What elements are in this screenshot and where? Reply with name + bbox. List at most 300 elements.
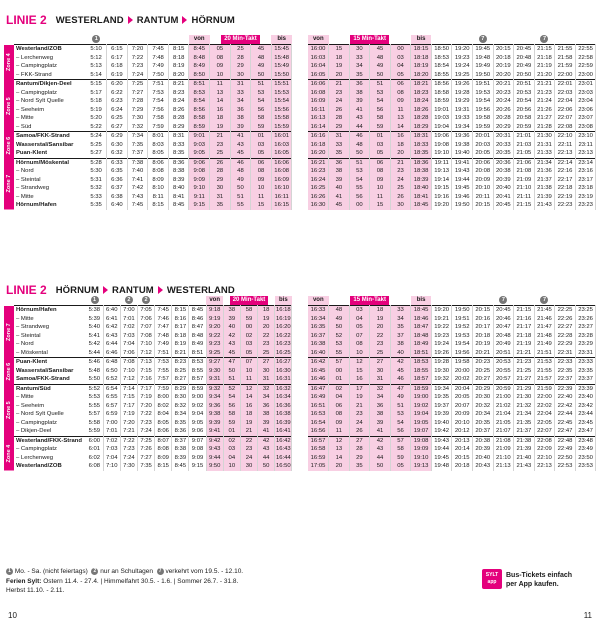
time-cell: 15 (251, 201, 272, 210)
time-cell: 16:06 (271, 158, 292, 167)
time-cell: 20:09 (452, 410, 473, 419)
time-cell: 7:23 (120, 445, 137, 454)
time-cell: 22:39 (555, 384, 576, 393)
time-cell: 21:38 (534, 184, 555, 193)
time-cell: 52 (223, 384, 240, 393)
time-cell: 8:16 (172, 315, 189, 324)
time-cell: 18:58 (431, 89, 452, 98)
time-cell: 8:31 (168, 132, 189, 141)
time-cell: 6:40 (107, 201, 128, 210)
time-cell: 38 (230, 114, 251, 123)
time-cell: 20:12 (452, 427, 473, 436)
time-cell: 20:51 (493, 349, 514, 358)
time-cell: 18:35 (411, 149, 432, 158)
time-cell: 8:26 (168, 106, 189, 115)
time-cell: 8:28 (168, 114, 189, 123)
time-cell: 19:43 (452, 167, 473, 176)
time-cell: 23:35 (575, 367, 596, 376)
time-cell: 53 (370, 89, 391, 98)
time-cell: 21:45 (534, 306, 555, 315)
stop-name: Wasserstal/Sansibar (16, 141, 74, 148)
time-cell: 21:49 (534, 340, 555, 349)
time-cell: 5:40 (86, 323, 103, 332)
time-cell: 20:35 (473, 419, 494, 428)
time-cell: 19:31 (452, 106, 473, 115)
time-cell: 18:50 (431, 45, 452, 54)
time-cell: 19:20 (431, 201, 452, 210)
time-cell: 19:06 (431, 132, 452, 141)
time-cell: 19:45 (452, 184, 473, 193)
time-cell: 34 (258, 393, 275, 402)
time-cell: 20:54 (514, 97, 535, 106)
time-cell: 7:45 (127, 201, 148, 210)
time-cell: 8:54 (189, 97, 210, 106)
stop-name: – Lerchenweg (16, 454, 54, 461)
time-cell: 20:43 (473, 462, 494, 471)
table-row (308, 427, 596, 436)
footnote-1-icon: 1 (6, 568, 13, 575)
time-cell: 19:58 (473, 114, 494, 123)
time-cell: 03 (240, 340, 257, 349)
time-cell: 7:49 (155, 340, 172, 349)
time-cell: 25 (390, 184, 411, 193)
time-cell: 16:09 (271, 176, 292, 185)
time-cell: 19:51 (473, 80, 494, 89)
time-cell: 20:39 (473, 445, 494, 454)
route-title (6, 13, 235, 27)
time-cell: 7:58 (148, 114, 169, 123)
time-cell: 7:22 (137, 410, 154, 419)
time-cell: 19:33 (452, 114, 473, 123)
time-cell: 8:10 (148, 184, 169, 193)
time-cell: 21:53 (534, 358, 555, 367)
time-cell: 16:42 (308, 358, 329, 367)
time-cell: 21:26 (534, 106, 555, 115)
time-cell: 18:23 (411, 89, 432, 98)
time-cell: 20:08 (473, 167, 494, 176)
time-cell: 33 (329, 141, 350, 150)
time-cell: 21:10 (514, 184, 535, 193)
time-cell: 5:27 (86, 149, 107, 158)
table-row (308, 323, 596, 332)
time-cell: 7:34 (127, 132, 148, 141)
time-cell: 22:04 (555, 97, 576, 106)
table-row (4, 193, 292, 202)
time-cell: 7:12 (120, 375, 137, 384)
time-cell: 16:50 (275, 463, 291, 469)
table-row (4, 184, 292, 193)
time-cell: 20:53 (493, 358, 514, 367)
time-cell: 35 (349, 71, 370, 80)
time-cell: 21:37 (534, 176, 555, 185)
time-cell: 21:27 (534, 114, 555, 123)
time-cell: 9:05 (189, 149, 210, 158)
time-cell: 30 (390, 201, 411, 210)
time-cell: 7:08 (120, 358, 137, 367)
time-cell: 7:10 (103, 462, 120, 471)
time-cell: 59 (240, 315, 257, 324)
stop-name: – Mitte (16, 394, 34, 400)
footnote-1-icon: 1 (92, 35, 100, 43)
time-cell: 7:45 (148, 45, 169, 54)
time-cell: 03 (251, 141, 272, 150)
time-cell: 22:06 (555, 106, 576, 115)
time-cell: 42 (223, 332, 240, 341)
time-cell: 20:32 (473, 402, 494, 411)
time-cell: 08 (370, 167, 391, 176)
table-row (4, 340, 292, 349)
time-cell: 22:10 (555, 132, 576, 141)
stop-name: – Lerchenweg (16, 54, 54, 61)
time-cell: 24 (390, 176, 411, 185)
table-row (308, 445, 596, 454)
time-cell: 25 (230, 45, 251, 54)
stop-name: – Strandweg (16, 324, 50, 330)
time-cell: 7:08 (137, 332, 154, 341)
time-cell: 02 (240, 332, 257, 341)
table-row (308, 149, 596, 158)
time-cell: 36 (258, 402, 275, 411)
zone-label: Zone 4 (4, 436, 14, 471)
time-cell: 22:16 (555, 167, 576, 176)
time-cell: 31 (258, 375, 275, 384)
time-cell: 8:45 (189, 45, 210, 54)
time-cell: 35 (210, 201, 231, 210)
stop-name: – Seeheim (16, 106, 45, 113)
time-cell: 6:59 (103, 410, 120, 419)
time-cell: 05 (349, 323, 370, 332)
time-cell: 5:41 (86, 332, 103, 341)
bis-label: bis (416, 36, 426, 43)
time-cell: 21:17 (514, 323, 535, 332)
time-cell: 16:08 (308, 89, 329, 98)
time-cell: 58 (240, 306, 257, 315)
time-cell: 41 (349, 106, 370, 115)
time-cell: 6:35 (107, 167, 128, 176)
time-cell: 20:45 (514, 45, 535, 54)
route-stop-1: WESTERLAND (55, 14, 124, 26)
table-row (4, 367, 292, 376)
header-mark (120, 296, 137, 306)
time-cell: 18:36 (411, 158, 432, 167)
time-cell: 7:21 (120, 427, 137, 436)
time-cell: 30 (370, 367, 391, 376)
time-cell: 16:47 (308, 384, 329, 393)
time-cell: 21:08 (514, 167, 535, 176)
time-cell: 5:14 (86, 71, 107, 80)
time-cell: 9:36 (206, 402, 223, 411)
arrow-right-icon (182, 16, 187, 24)
time-cell: 52 (329, 332, 350, 341)
table-row (4, 80, 292, 89)
time-cell: 16:31 (275, 376, 291, 382)
stop-name: Rantum/Dikjen-Deel (14, 80, 86, 89)
time-cell: 00 (329, 367, 350, 376)
time-cell: 8:59 (189, 123, 210, 132)
time-cell: 6:18 (107, 62, 128, 71)
time-cell: 21:34 (514, 410, 535, 419)
header-mark (86, 296, 103, 306)
table-row (308, 410, 596, 419)
legend-text-1: Mo. - Sa. (nicht feiertags) (14, 568, 88, 575)
time-cell: 19:44 (431, 445, 452, 454)
time-cell: 23 (240, 445, 257, 454)
page-number-right: 11 (583, 611, 592, 620)
header-mark (168, 35, 189, 45)
stop-name: Puan-Klent (16, 150, 48, 156)
time-cell: 16:42 (275, 437, 291, 444)
time-cell: 05 (390, 71, 411, 80)
time-cell: 16:37 (308, 332, 329, 341)
time-cell: 8:06 (155, 427, 172, 436)
time-cell: 29 (349, 454, 370, 463)
time-cell: 22:08 (555, 123, 576, 132)
time-cell: 53 (349, 167, 370, 176)
time-cell: 56 (349, 193, 370, 202)
time-cell: 7:20 (120, 419, 137, 428)
time-cell: 20:18 (493, 54, 514, 63)
time-cell: 15:59 (271, 123, 292, 132)
time-cell: 21:05 (493, 419, 514, 428)
header-mark (452, 35, 473, 45)
time-cell: 23:42 (575, 402, 596, 411)
time-cell: 01 (251, 132, 272, 141)
time-cell: 9:06 (189, 158, 210, 167)
time-cell: 7:26 (137, 445, 154, 454)
time-cell: 21 (390, 158, 411, 167)
time-cell: 19:21 (431, 315, 452, 324)
time-cell: 21:39 (514, 445, 535, 454)
time-cell: 21:39 (534, 193, 555, 202)
time-cell: 7:03 (120, 332, 137, 341)
time-cell: 6:15 (107, 45, 128, 54)
time-cell: 22:35 (555, 367, 576, 376)
time-cell: 8:07 (155, 436, 172, 445)
time-cell: 16:23 (308, 167, 329, 176)
time-cell: 19:24 (452, 62, 473, 71)
time-cell: 22:09 (534, 445, 555, 454)
time-cell: 51 (251, 80, 272, 89)
time-cell: 23 (370, 340, 391, 349)
time-cell: 8:45 (168, 201, 189, 210)
time-cell: 5:31 (86, 176, 107, 185)
time-cell: 21:13 (493, 462, 514, 471)
time-cell: 7:53 (148, 89, 169, 98)
time-cell: 22:07 (555, 114, 576, 123)
time-cell: 50 (230, 184, 251, 193)
time-cell: 8:53 (189, 358, 206, 367)
table-row (308, 332, 596, 341)
takt-badge: 15 Min-Takt (350, 296, 389, 305)
time-cell: 16:25 (275, 349, 291, 356)
time-cell: 8:02 (155, 402, 172, 411)
time-cell: 5:28 (86, 158, 107, 167)
time-cell: 7:24 (137, 427, 154, 436)
time-cell: 19:13 (431, 167, 452, 176)
time-cell: 16:11 (271, 193, 292, 202)
time-cell: 20:06 (473, 158, 494, 167)
table-row (4, 315, 292, 324)
time-cell: 50 (258, 462, 275, 471)
time-cell: 8:21 (172, 349, 189, 358)
time-cell: 06 (251, 158, 272, 167)
time-cell: 5:18 (86, 97, 107, 106)
time-cell: 59 (370, 123, 391, 132)
time-cell: 5:46 (86, 358, 103, 367)
arrow-right-icon (158, 286, 163, 294)
time-cell: 18:15 (411, 45, 432, 54)
time-cell: 8:38 (168, 167, 189, 176)
table-row (4, 375, 292, 384)
time-cell: 21:27 (514, 375, 535, 384)
time-cell: 23:03 (575, 89, 596, 98)
header-mark (107, 35, 128, 45)
time-cell: 16:18 (308, 141, 329, 150)
time-cell: 19:07 (411, 427, 432, 436)
header-mark (172, 296, 189, 306)
time-cell: 21:15 (534, 45, 555, 54)
time-cell: 19:58 (452, 358, 473, 367)
time-cell: 7:15 (137, 367, 154, 376)
time-cell: 18:31 (411, 132, 432, 141)
time-cell: 43 (370, 445, 391, 454)
time-cell: 16:01 (271, 132, 292, 141)
time-cell: 7:40 (127, 167, 148, 176)
time-cell: 7:48 (155, 332, 172, 341)
time-cell: 23:23 (575, 201, 596, 210)
table-row (308, 315, 596, 324)
header-mark (155, 296, 172, 306)
time-cell: 6:55 (103, 393, 120, 402)
table-row (308, 349, 596, 358)
time-cell: 12 (349, 358, 370, 367)
time-cell: 16:38 (308, 340, 329, 349)
time-cell: 20:24 (493, 97, 514, 106)
time-cell: 20:46 (493, 315, 514, 324)
time-cell: 22:55 (575, 45, 596, 54)
time-cell: 30 (258, 367, 275, 376)
time-cell: 07 (349, 332, 370, 341)
time-cell: 14 (329, 454, 350, 463)
timetable-left (4, 35, 292, 210)
time-cell: 21:43 (514, 462, 535, 471)
takt-badge: 20 Min-Takt (221, 35, 260, 44)
time-cell: 21:30 (514, 393, 535, 402)
time-cell: 10 (370, 184, 391, 193)
time-cell: 31 (370, 375, 391, 384)
time-cell: 7:20 (137, 402, 154, 411)
header-blank (14, 296, 86, 306)
time-cell: 6:38 (107, 193, 128, 202)
time-cell: 49 (390, 393, 411, 402)
table-row (308, 340, 596, 349)
stop-name: Westerland/ZOB (14, 45, 86, 54)
time-cell: 8:41 (168, 193, 189, 202)
time-cell: 20:07 (452, 402, 473, 411)
zone-label: Zone 5 (4, 384, 14, 436)
time-cell: 8:56 (189, 106, 210, 115)
time-cell: 45 (370, 45, 391, 54)
time-cell: 7:59 (148, 123, 169, 132)
time-cell: 22 (240, 436, 257, 445)
time-cell: 21:03 (514, 141, 535, 150)
route-stop-3: WESTERLAND (166, 284, 235, 296)
time-cell: 23:27 (575, 323, 596, 332)
time-cell: 7:29 (127, 106, 148, 115)
time-cell: 20 (390, 149, 411, 158)
time-cell: 09 (329, 419, 350, 428)
time-cell: 9:09 (189, 176, 210, 185)
timetable-left (4, 296, 292, 471)
time-cell: 7:19 (120, 410, 137, 419)
header-mark (575, 35, 596, 45)
legend-text-7: verkehrt vom 19.5. - 12.10. (165, 568, 244, 575)
time-cell: 16:46 (308, 375, 329, 384)
time-cell: 54 (370, 97, 391, 106)
time-cell: 19:50 (473, 71, 494, 80)
time-cell: 33 (230, 89, 251, 98)
time-cell: 33 (390, 306, 411, 315)
time-cell: 8:45 (189, 306, 206, 315)
header-von (308, 35, 329, 45)
header-blank (4, 296, 14, 306)
time-cell: 23:13 (575, 149, 596, 158)
route-number: LINIE 2 (6, 13, 47, 27)
time-cell: 18:55 (431, 71, 452, 80)
time-cell: 51 (223, 375, 240, 384)
time-cell: 19:09 (411, 445, 432, 454)
time-cell: 19:03 (431, 114, 452, 123)
time-cell: 19:56 (452, 349, 473, 358)
time-cell: 20:01 (473, 132, 494, 141)
time-cell: 5:30 (86, 167, 107, 176)
header-mark (514, 296, 535, 306)
time-cell: 16:26 (308, 193, 329, 202)
time-cell: 20:21 (493, 80, 514, 89)
table-row (308, 132, 596, 141)
time-cell: 46 (390, 375, 411, 384)
time-cell: 50 (349, 149, 370, 158)
header-mark (514, 35, 535, 45)
time-cell: 47 (390, 384, 411, 393)
time-cell: 44 (349, 123, 370, 132)
time-cell: 16:23 (275, 341, 291, 347)
time-cell: 6:22 (107, 89, 128, 98)
time-cell: 49 (230, 176, 251, 185)
time-cell: 20:03 (473, 141, 494, 150)
table-row (308, 419, 596, 428)
time-cell: 02 (329, 384, 350, 393)
time-cell: 18:21 (411, 80, 432, 89)
time-cell: 23:31 (575, 349, 596, 358)
arrow-right-icon (103, 286, 108, 294)
route-stop-2: RANTUM (136, 14, 179, 26)
time-cell: 22:42 (555, 402, 576, 411)
time-cell: 23:04 (575, 97, 596, 106)
time-cell: 20:14 (452, 445, 473, 454)
time-cell: 8:29 (172, 384, 189, 393)
table-row (4, 97, 292, 106)
time-cell: 20:27 (473, 375, 494, 384)
time-cell: 12 (240, 384, 257, 393)
time-cell: 18 (390, 141, 411, 150)
time-cell: 8:39 (168, 176, 189, 185)
table-row (4, 54, 292, 63)
time-cell: 21:59 (555, 62, 576, 71)
time-cell: 6:32 (107, 149, 128, 158)
time-cell: 8:49 (189, 340, 206, 349)
time-cell: 8:21 (168, 80, 189, 89)
